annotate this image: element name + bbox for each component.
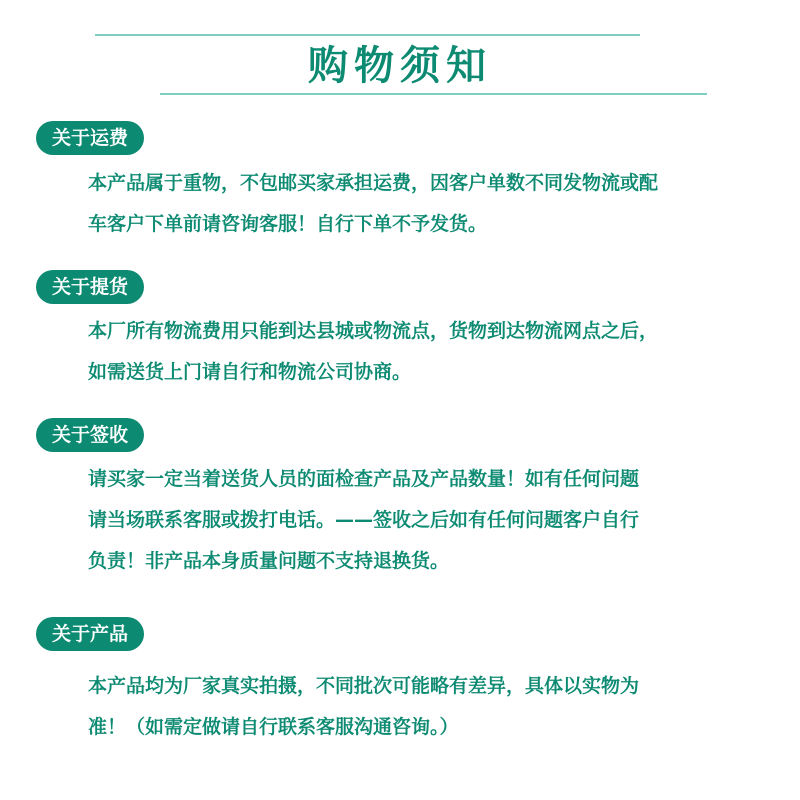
section-body <box>88 311 768 393</box>
title-top-rule <box>95 34 640 36</box>
section-body-line: 本产品属于重物，不包邮买家承担运费，因客户单数不同发物流或配 <box>88 172 659 194</box>
title-bottom-rule <box>160 93 707 95</box>
section-body-line: 本厂所有物流费用只能到达县城或物流点，货物到达物流网点之后， <box>88 320 659 342</box>
section-heading-badge: 关于签收 <box>36 418 144 452</box>
section-heading-badge: 关于产品 <box>36 617 144 651</box>
page-title: 购物须知 <box>308 43 492 89</box>
section-body-line: 负责！非产品本身质量问题不支持退换货。 <box>88 550 450 572</box>
section-body-line: 如需送货上门请自行和物流公司协商。 <box>88 361 412 383</box>
section-body-line: 请买家一定当着送货人员的面检查产品及产品数量！如有任何问题 <box>88 468 640 490</box>
section-body-line: 车客户下单前请咨询客服！自行下单不予发货。 <box>88 213 488 235</box>
section-body-line: 本产品均为厂家真实拍摄，不同批次可能略有差异，具体以实物为 <box>88 675 640 697</box>
section-body <box>88 163 768 245</box>
section-body-line: 请当场联系客服或拨打电话。——签收之后如有任何问题客户自行 <box>88 509 640 531</box>
section-body <box>88 666 768 748</box>
section-heading-badge: 关于提货 <box>36 270 144 304</box>
section-body <box>88 459 768 582</box>
section-body-line: 准！（如需定做请自行联系客服沟通咨询。） <box>88 716 459 738</box>
section-heading-badge: 关于运费 <box>36 121 144 155</box>
